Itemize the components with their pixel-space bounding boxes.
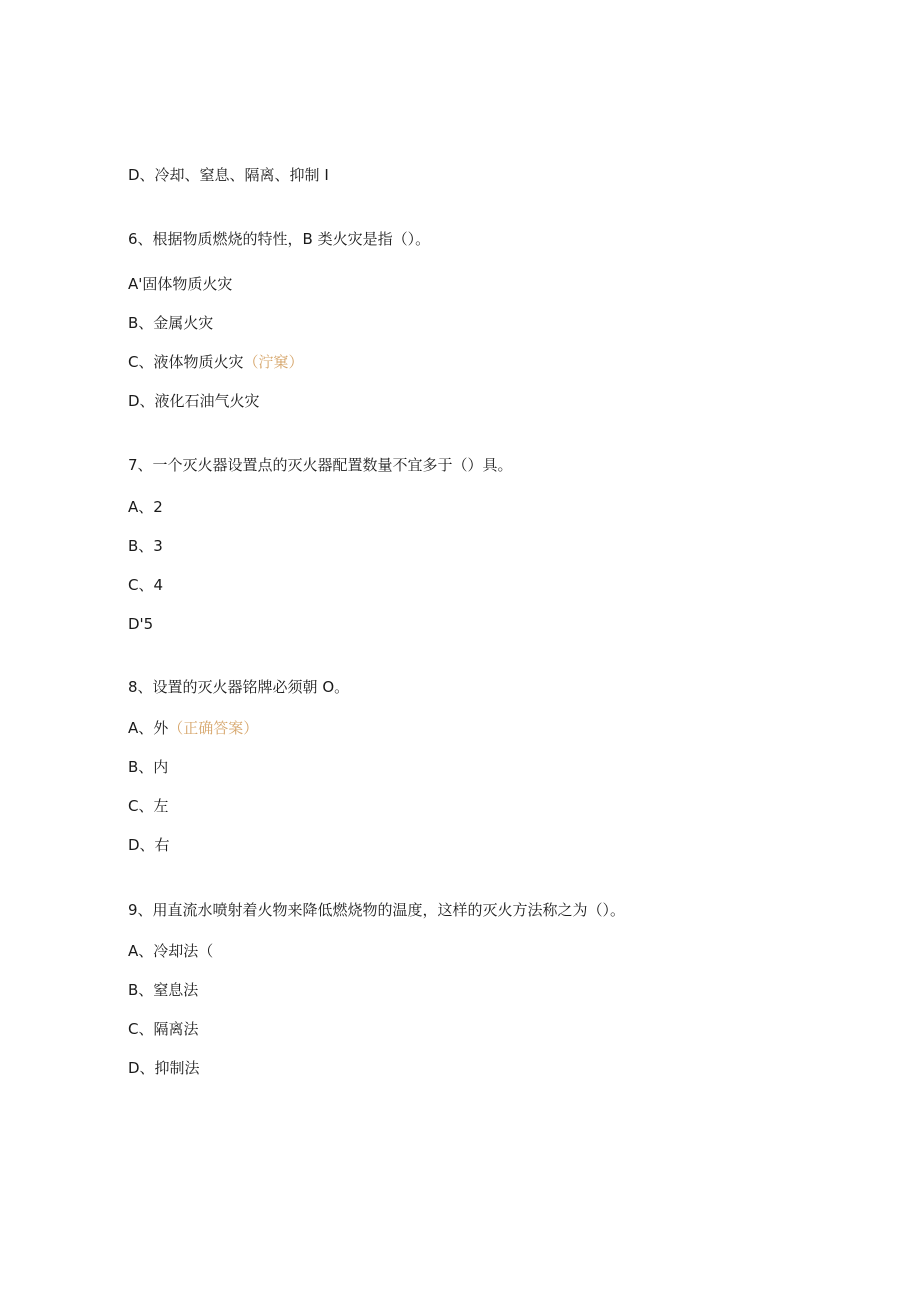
answer-mark: （泞窠） [243, 353, 304, 371]
option-line-b-q6: B、金属火灾 [128, 314, 214, 332]
question-6: 6、根据物质燃烧的特性，B 类火灾是指（）。 [128, 230, 431, 248]
option-line-c-q8: C、左 [128, 797, 169, 815]
option-line-b-q8: B、内 [128, 758, 169, 776]
option-line-d-q6: D、液化石油气火灾 [128, 392, 260, 410]
option-line-d-q5: D、冷却、窒息、隔离、抑制 I [128, 166, 329, 184]
question-9: 9、用直流水喷射着火物来降低燃烧物的温度，这样的灭火方法称之为（）。 [128, 901, 626, 919]
option-line-a-q9: A、冷却法（ [128, 942, 214, 960]
option-line-d-q7: D'5 [128, 615, 154, 633]
option-line-a-q6: A'固体物质火灾 [128, 275, 233, 293]
option-line-c-q9: C、隔离法 [128, 1020, 199, 1038]
question-7: 7、一个灭火器设置点的灭火器配置数量不宜多于（）具。 [128, 456, 513, 474]
option-line-a-q8: A、外（正确答案） [128, 719, 259, 737]
answer-mark: （正确答案） [168, 719, 259, 737]
question-8: 8、设置的灭火器铭牌必须朝 O。 [128, 678, 350, 696]
option-line-a-q7: A、2 [128, 498, 163, 516]
option-line-c-q7: C、4 [128, 576, 164, 594]
option-line-d-q9: D、抑制法 [128, 1059, 200, 1077]
option-line-b-q7: B、3 [128, 537, 163, 555]
option-line-b-q9: B、窒息法 [128, 981, 199, 999]
option-line-c-q6: C、液体物质火灾（泞窠） [128, 353, 304, 371]
option-line-d-q8: D、右 [128, 836, 170, 854]
